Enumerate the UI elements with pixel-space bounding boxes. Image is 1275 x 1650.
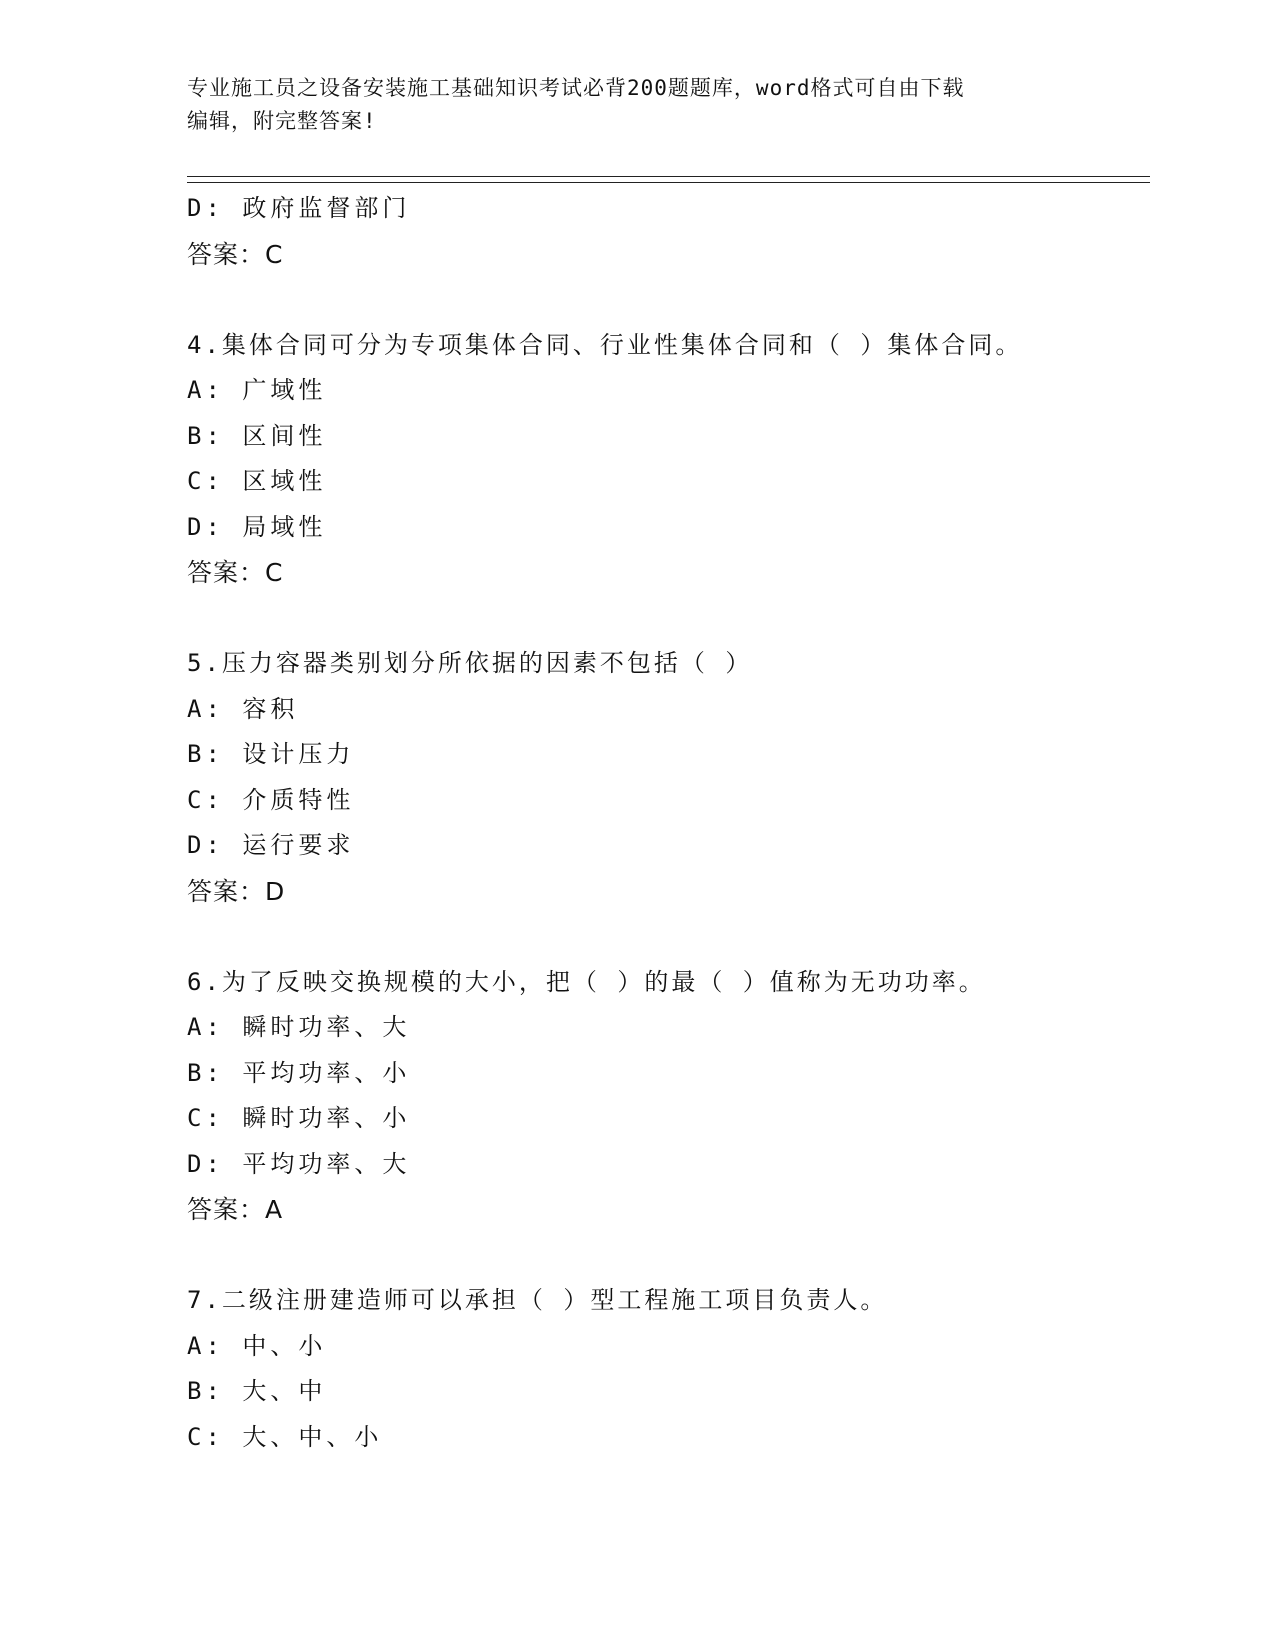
question-4-option-b: B: 区间性	[187, 421, 327, 450]
question-5-answer: 答案：D	[187, 876, 286, 906]
question-5-option-d: D: 运行要求	[187, 831, 355, 859]
question-7-option-b: B: 大、中	[187, 1377, 327, 1405]
question-6-option-a: A: 瞬时功率、大	[187, 1013, 411, 1041]
question-6-option-b: B: 平均功率、小	[187, 1058, 411, 1087]
spacer	[187, 914, 1147, 960]
question-6-option-c: C: 瞬时功率、小	[187, 1104, 411, 1132]
question-4-text: 4.集体合同可分为专项集体合同、行业性集体合同和（ ）集体合同。	[187, 330, 1023, 359]
spacer	[187, 277, 1147, 323]
header-title-line-2: 编辑，附完整答案!	[187, 109, 377, 133]
spacer	[187, 596, 1147, 642]
question-4-option-d: D: 局域性	[187, 512, 327, 541]
header-divider-bottom	[187, 182, 1150, 183]
spacer	[187, 1233, 1147, 1279]
header-title-line-1: 专业施工员之设备安装施工基础知识考试必背200题题库，word格式可自由下载	[187, 76, 965, 100]
question-list	[187, 186, 1147, 1460]
prev-answer: 答案：C	[187, 239, 284, 269]
document-header	[187, 72, 1067, 138]
question-4-option-c: C: 区域性	[187, 467, 327, 495]
header-divider-top	[187, 176, 1150, 177]
question-4-answer: 答案：C	[187, 558, 284, 587]
question-5-option-b: B: 设计压力	[187, 740, 355, 768]
question-5-option-a: A: 容积	[187, 694, 299, 723]
question-7-text: 7.二级注册建造师可以承担（ ）型工程施工项目负责人。	[187, 1286, 888, 1314]
question-6-text: 6.为了反映交换规模的大小，把（ ）的最（ ）值称为无功功率。	[187, 967, 986, 996]
question-5-text: 5.压力容器类别划分所依据的因素不包括（ ）	[187, 649, 753, 677]
question-5-option-c: C: 介质特性	[187, 785, 355, 814]
question-6-option-d: D: 平均功率、大	[187, 1149, 411, 1178]
prev-option-d: D: 政府监督部门	[187, 194, 411, 222]
question-7-option-a: A: 中、小	[187, 1331, 327, 1360]
question-7-option-c: C: 大、中、小	[187, 1422, 383, 1451]
question-4-option-a: A: 广域性	[187, 376, 327, 404]
question-6-answer: 答案：A	[187, 1195, 284, 1224]
